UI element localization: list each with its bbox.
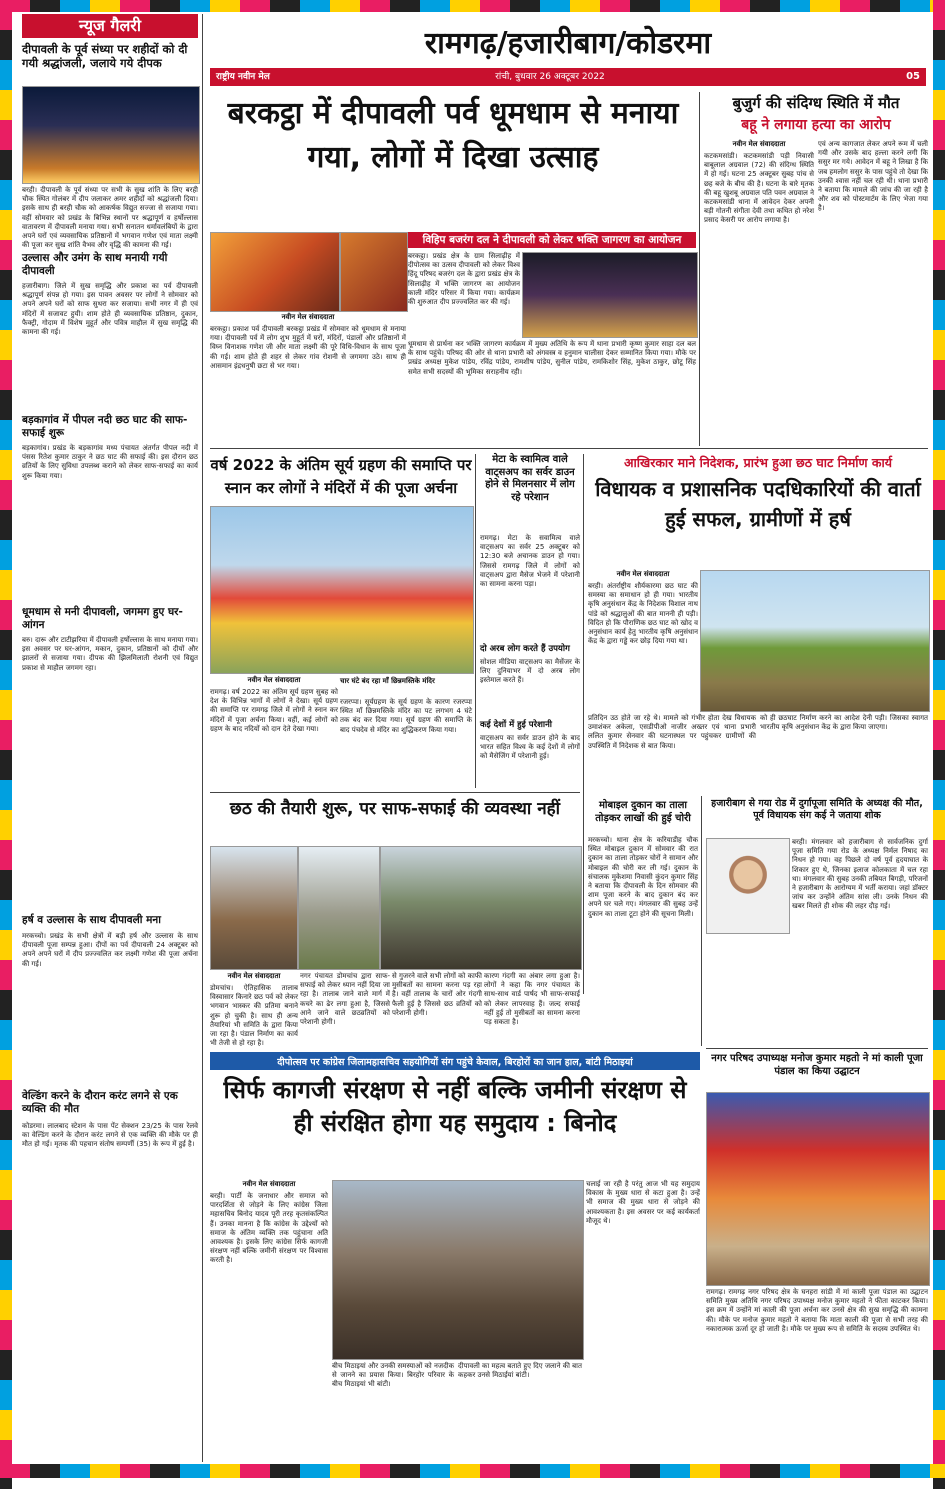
bottom-color-stripe (0, 1464, 945, 1478)
meta-subhead-2: कई देशों में हुई परेशानी (480, 720, 553, 730)
gallery-s5-headline: हर्ष व उल्लास के साथ दीपावली मना (22, 914, 161, 926)
murder-byline: नवीन मेल संवाददाता (732, 140, 786, 148)
dateline: रांची, बुधवार 26 अक्टूबर 2022 (495, 72, 605, 82)
gallery-s5-text: मरकच्चो। प्रखंड के सभी क्षेत्रों में बड़ी हर्ष और उल्लास के साथ दीपावली पूजा सम्पन्न हुआ। दीपों का पर्व दीपावली 24 अक्टूबर को अपने अपने घरों में दीप प्रज्ज्वलित कर लक्ष्मी गणेश की पूजा अर्चना की गई। (22, 932, 198, 968)
hazaribag-text: बरही। मंगलवार को हजारीबाग से सार्वजनिक दुर्गा पूजा समिति गया रोड के अध्यक्ष निर्मल निषाद का निधन हो गया। वह पिछले दो वर्ष पूर्व हृदयाघात के शिकार हुए थे, जिनका इलाज कोलकाता में चल रहा था। मंगलवार की सुबह उनकी तबियत बिगड़ी, परिजनों ने हजारीबाग के आरोग्यम में भर्ती कराया। जहां डॉक्टर जांच कर उन्होंने अंतिम सांस ली। उनके निधन की खबर मिलते ही शोक की लहर दौड़ गई। (792, 838, 928, 911)
eclipse-headline: वर्ष 2022 के अंतिम सूर्य ग्रहण की समाप्ति पर स्नान कर लोगों ने मंदिरों में की पूजा अर्चना (210, 456, 472, 497)
congress-text-3: दीपावली का महत्व बताते हुए दिए जलाने की बात कहकर उनसे मिठाईयां बांटी। (458, 1362, 582, 1380)
gallery-title: न्यूज गैलरी (22, 14, 198, 38)
meta-headline: मेटा के स्वामित्व वाले वाट्सअप का सर्वर डाउन होने से मिलनसार में लोग रहे परेशान (485, 454, 575, 503)
cleaning-text: डोमचांच। ऐतिहासिक तालाब विस्वासार किनारे छठ पर्व को लेकर भगवान भास्कर की प्रतिमा बनाने शुरू हो चुकी है। साथ ही अन्य तैयारियां भी समिति के द्वारा किया जा रहा है। पंडाल निर्माण का कार्य भी तेजी से हो रहा है। (210, 984, 298, 1048)
section-divider (210, 448, 928, 449)
kali-photo (706, 1092, 930, 1286)
section-divider (210, 792, 580, 793)
cleaning-headline: छठ की तैयारी शुरू, पर साफ-सफाई की व्यवस्था नहीं (229, 799, 561, 819)
murder-headline-2: बहू ने लगाया हत्या का आरोप (741, 117, 891, 133)
congress-photo (332, 1180, 584, 1360)
meta-text-2: सोशल मीडिया वाट्सअप का मैसेंजर के लिए दुनियाभर में दो अरब लोग इस्तेमाल करते हैं। (480, 658, 580, 685)
gallery-s3-text: बड़कागांव। प्रखंड के बड़कागांव मध्य पंचायत अंतर्गत पीपल नदी में पंसस रितेश कुमार ठाकुर ने छठ घाट की सफाई की। इस दौरान छठ व्रतियों के लिए सुविधा उपलब्ध कराने को लेकर साफ-सफाई का कार्य शुरू किया गया। (22, 444, 198, 480)
vhp-photo (522, 252, 698, 338)
cleaning-photo-3 (380, 846, 582, 970)
gallery-s6-text: कोडरमा। लालबाद स्टेशन के पास पेंट सेक्शन 23/25 के पास रेलवे का वेल्डिंग करने के दौरान करंट लगने से एक व्यक्ति की मौके पर ही मौत हो गई। मृतक की पहचान संतोष सम्पर्णी (35) के रूप में हुई है। (22, 1122, 198, 1149)
eclipse-caption-text: रजरप्पा। सूर्यग्रहण के सूर्य ग्रहण के कारण रजरप्पा स्थित माँ छिन्नमस्तिके मंदिर का पट लगभग 4 घंटे तक बंद कर दिया गया। सूर्य ग्रहण की समाप्ति के बाद पंचदेव से मंदिर का शुद्धिकरण किया गया। (340, 698, 472, 734)
page-number: 05 (906, 71, 920, 82)
lead-headline: बरकट्ठा में दीपावली पर्व धूमधाम से मनाया गया, लोगों में दिखा उत्साह (227, 96, 679, 175)
gallery-s6-headline: वेल्डिंग करने के दौरान करंट लगने से एक व्यक्ति की मौत (22, 1090, 178, 1115)
murder-headline-1: बुजुर्ग की संदिग्ध स्थिति में मौत (732, 94, 900, 112)
top-color-stripe (0, 0, 945, 12)
cleaning-photo-1 (210, 846, 298, 970)
cleaning-photo-2 (298, 846, 380, 970)
chhath-text: बरही। अंतर्राष्ट्रीय शौर्यकारमा छठ घाट की समस्या का समाधान हो ही गया। भारतीय कृषि अनुसंधान केंद्र के निदेशक विशाल नाथ पांडे को श्रद्धालुओं की बात माननी ही पड़ी। विदित हो कि पौराणिक छठ घाट को खोद व अनुसंधान कार्य हेतु भारतीय कृषि अनुसंधान केंद्र के द्वारा गड्ढे कर छोड़ दिया गया था। (588, 582, 698, 646)
gallery-s3-headline: बड़कागांव में पीपल नदी छठ घाट की साफ-सफाई शुरू (22, 414, 188, 439)
lead-photo-1 (210, 232, 340, 312)
gallery-lead-text: बरही। दीपावली के पूर्व संध्या पर सभी के सुख शांति के लिए बरही चौक स्थित गोलंबर में दीप जलाकर अमर शहीदों को श्रद्धांजली दिया। इसके साथ ही बरही चौक को आकर्षक विद्युत सज्जा से सजाया गया। वहीं सोमवार को प्रखंड के बिभिन्न स्थानों पर श्रद्धापूर्ण व हर्षोल्लास वातावरण में दीपावली मनाया गया। सभी सनातन धर्मावलंबियों के द्वारा अपने घरों एवं व्यवसायिक प्रतिष्ठानों में भगवान गणेश एवं माता लक्ष्मी की पूजा कर सुख शांति वैभव और वृद्धि की कामना की गई। (22, 186, 198, 250)
column-divider (701, 796, 702, 1046)
left-color-stripe (0, 0, 12, 1489)
gallery-lead-headline: दीपावली के पूर्व संध्या पर शहीदों को दी गयी श्रद्धांजली, जलाये गये दीपक (22, 42, 188, 70)
cleaning-text-4: कारण गंदगी का अंबार लगा हुआ है। लोगों ने कहा कि नगर पंचायत के साथ-साथ वार्ड पार्षद भी साफ-सफाई को लेकर लापरवाह हैं। जल्द सफाई नहीं हुई तो मुसीबतों का सामना करना पड़ सकता है। (484, 972, 580, 1027)
congress-text-4: चलाई जा रही है परंतु आज भी यह समुदाय विकास के मुख्य धारा से कटा हुआ है। उन्हें भी समाज की मुख्य धारा से जोड़ने की आवश्यकता है। इस अवसर पर कई कार्यकर्ता मौजूद थे। (586, 1180, 700, 1225)
eclipse-photo (210, 506, 474, 674)
vhp-text-2: धूमधाम से प्रार्थना कर भक्ति जागरण कार्यक्रम में मुख्य अतिथि के रूप में थाना प्रभारी कृष्ण कुमार साहा दल बल के साथ पहुंचे। परिषद की ओर से थाना प्रभारी को अंगवस्त्र व हनुमान चालीसा देकर सम्मानित किया गया। मौके पर प्रखंड अध्यक्ष मुकेश पांडेय, रविंद्र पांडेय, रामशीष पांडेय, सुनील पांडेय, रामकिशोर सिंह, मुकेश ठाकुर, छोटू सिंह समेत सभी सदस्यों की भूमिका सराहनीय रही। (408, 340, 696, 376)
meta-subhead: दो अरब लोग करते हैं उपयोग (480, 644, 570, 654)
vhp-band: विहिप बजरंग दल ने दीपावली को लेकर भक्ति जागरण का आयोजन (408, 232, 696, 248)
congress-headline: सिर्फ कागजी संरक्षण से नहीं बल्कि जमीनी संरक्षण से ही संरक्षित होगा यह समुदाय : बिनोद (223, 1076, 687, 1137)
murder-text: कटकमसांडी। कटकमसांडी पड़ी निवासी बाबूलाल अग्रवाल (72) की संदिग्ध स्थिति में हो गई। घटना 25 अक्टूबर सुबह पांच से छह बजे के बीच की है। घटना के बारे मृतक की बहू खुशबू अग्रवाल पति पवन अग्रवाल ने कटकमसांडी थाना में आवेदन देकर अपनी बड़ी गोतनी संगीता देवी तथा कथित हो नरेश प्रसाद केसरी पर आरोप लगाया है। (704, 152, 814, 225)
mobile-headline: मोबाइल दुकान का ताला तोड़कर लाखों की हुई चोरी (595, 800, 691, 824)
meta-text: रामगढ़। मेटा के सवामित्व वाले वाट्सअप का सर्वर 25 अक्टूबर को 12:30 बजे अचानक डाउन हो गया। जिससे रामगढ़ जिले में लोगों को वाट्सअप द्वारा मैसेज भेजने में परेशानी का सामना करना पड़ा। (480, 534, 580, 589)
congress-text: बरही। पार्टी के जनाधार और समाज को पारदर्शिता से जोड़ने के लिए कांग्रेस जिला महासचिव बिनोद यादव पूरी तरह कृतसंकल्पित हैं। उनका मानना है कि कांग्रेस के उद्देश्यों को समाज के अंतिम व्यक्ति तक पहुंचाना अति आवश्यक है। इसके लिए कांग्रेस सिर्फ कागजी संरक्षण नहीं बल्कि जमीनी संरक्षण पर विश्वास करती है। (210, 1192, 328, 1265)
kali-headline: नगर परिषद उपाध्यक्ष मनोज कुमार महतो ने मां काली पूजा पंडाल का किया उद्घाटन (711, 1053, 923, 1077)
lead-text: बरकट्ठा। प्रकाश पर्व दीपावली बरकट्ठा प्रखंड में सोमवार को धूमधाम से मनाया गया। दीपावली पर्व में लोग शुभ मुहूर्त में घरों, मंदिरों, पंडालों और प्रतिष्ठानों में विघ्न विनाशक गणेश जी और माता लक्ष्मी की पूरे विधि-विधान के साथ पूजा की गई। शाम होते ही शहर से लेकर गांव रोशनी से जगमगा उठे। साथ ही आसमान इंद्रधनुषी छटा से भर गया। (210, 325, 406, 370)
cleaning-byline: नवीन मेल संवाददाता (227, 972, 281, 980)
paper-name: राष्ट्रीय नवीन मेल (216, 72, 270, 82)
murder-text-2: एवं अन्य कागजात लेकर अपने रूम में चली गयी और उसके बाद हल्ला करने लगी कि ससुर मर गये। आवेदन में बहू ने लिखा है कि जब हमलोग ससुर के पास पहुंचे तो देखा कि उनकी श्वास नहीं चल रही थी। थाना प्रभारी ने बताया कि मामले की जांच की जा रही है और शव को पोस्टमार्टम के लिए भेजा गया है। (818, 140, 929, 213)
chhath-photo (700, 570, 930, 712)
column-divider (202, 14, 203, 1462)
hazaribag-portrait (706, 838, 790, 934)
column-divider (699, 92, 700, 446)
lead-photo-2 (340, 232, 408, 312)
gallery-lead-photo (22, 86, 200, 184)
chhath-headline: विधायक व प्रशासनिक पदधिकारियों की वार्ता हुई सफल, ग्रामीणों में हर्ष (595, 477, 921, 531)
section-divider (706, 1048, 928, 1049)
cleaning-text-3: से गुजरने वाले सभी लोगों को काफी मुसीबतों का सामना करना पड़ रहा है। वहीं तालाब के चारों ओर गंदगी फैली हुई है जिससे छठ व्रतियों को परेशानी होगी। (392, 972, 482, 1017)
kali-text: रामगढ़। रामगढ़ नगर परिषद क्षेत्र के घनहरा सांडी में मां काली पूजा पंडाल का उद्घाटन समिति मुख्य अतिथि नगर परिषद उपाध्यक्ष मनोज कुमार महतो ने फीता काटकर किया। इस क्रम में उन्होंने मां काली की पूजा अर्चना कर उनसे क्षेत्र की सुख समृद्धि की कामना की। मौके पर मनोज कुमार महतो ने बताया कि माता काली की पूजा से सभी तरह की नकारात्मक ऊर्जा दूर हो जाती है। मौके पर मुख्य रूप से समिति के सदस्य उपस्थित थे। (706, 1288, 928, 1333)
mobile-text: मरकच्चो। थाना क्षेत्र के करियाडीह चौक स्थित मोबाइल दुकान में सोमवार की रात दुकान का ताला तोड़कर चोरों ने सामान और मोबाइल की चोरी कर ली गई। दुकान के संचालक मुकेशमा निवासी कुंदन कुमार सिंह ने बताया कि दीपावली के दिन सोमवार की शाम पूजा करने के बाद दुकान बंद कर अपने घर चले गए। मंगलवार की सुबह उन्हें दुकान का ताला टूटा होने की सूचना मिली। (588, 836, 698, 918)
eclipse-text: रामगढ़। वर्ष 2022 का अंतिम सूर्य ग्रहण सुबह को देश के विभिन्न भागों में लोगों ने देखा। सूर्य ग्रहण की समाप्ति पर रामगढ़ जिले में लोगों ने स्नान कर मंदिरों में पूजा अर्चना किया। वहीं, कई लोगों को ग्रहण के बाद नदियों को दान देते देखा गया। (210, 688, 338, 733)
vhp-text: बरकट्ठा। प्रखंड क्षेत्र के ग्राम सिलाढ़ीह में दीपोत्सव का उत्सव दीपावली को लेकर विश्व हिंदू परिषद बजरंग दल के द्वारा प्रखंड क्षेत्र के सिलाढ़ीह में भक्ति जागरण का आयोजन काली मंदिर परिसर में किया गया। कार्यक्रम की शुरुआत दीप प्रज्ज्वलित कर की गई। (408, 252, 520, 307)
eclipse-caption: चार घंटे बंद रहा माँ छिन्नमस्तिके मंदिर (340, 676, 472, 696)
chhath-byline: नवीन मेल संवाददाता (616, 570, 670, 578)
congress-band: दीपोत्सव पर कांग्रेस जिलामहासचिव सहयोगियों संग पहुंचे केवाल, बिरहोरों का जान हाल, बांटी मिठाइयां (210, 1052, 700, 1070)
lead-byline: नवीन मेल संवाददाता (281, 313, 335, 321)
gallery-s4-text: बरु। दारू और टाटीझरिया में दीपावली हर्षोल्लास के साथ मनाया गया। इस अवसर पर घर-आंगन, मकान, दुकान, प्रतिष्ठानों को दीयों और झालरों से सजाया गया। दीपक की झिलमिलाती रोशनी एवं विद्युत प्रकाश से माहौल जगमग रहा। (22, 636, 198, 672)
column-divider (583, 454, 584, 994)
column-divider (475, 454, 476, 788)
region-title: रामगढ़/हजारीबाग/कोडरमा (424, 26, 712, 61)
chhath-text-3: को ही छठघाट निर्माण करने का आदेश देनी पड़ी। जिसका स्वागत भारतीय कृषि अनुसंधान केंद्र के द्वारा किया जाएगा। (760, 714, 928, 732)
meta-text-3: वाट्सअप का सर्वर डाउन होने के बाद भारत सहित विश्व के कई देशों में लोगों को मैसेजिंग में परेशानी हुई। (480, 734, 580, 761)
chhath-band: आखिरकार माने निदेशक, प्रारंभ हुआ छठ घाट निर्माण कार्य (623, 455, 893, 470)
eclipse-byline: नवीन मेल संवाददाता (247, 676, 301, 684)
right-color-stripe (933, 0, 945, 1489)
gallery-s4-headline: धूमधाम से मनी दीपावली, जगमग हुए घर-आंगन (22, 606, 183, 631)
gallery-s2-headline: उल्लास और उमंग के साथ मनायी गयी दीपावली (22, 252, 168, 277)
chhath-text-2: प्रतिदिन उठ होते जा रहे थे। मामले को गंभीर होता देख विधायक उमाशंकर अकेला, एसडीपीओ नाजीर अख्तर एवं थाना प्रभारी ललित कुमार सेनवार की घटनास्थल पर पहुंचकर ग्रामीणों की उपस्थिति में निदेशक से बात किया। (588, 714, 756, 750)
congress-byline: नवीन मेल संवाददाता (242, 1180, 296, 1188)
hazaribag-headline: हजारीबाग से गया रोड में दुर्गापूजा समिति के अध्यक्ष की मौत, पूर्व विधायक संग कई ने जताया शोक (711, 798, 923, 821)
gallery-s2-text: हजारीबाग। जिले में सुख समृद्धि और प्रकाश का पर्व दीपावली श्रद्धापूर्ण संपन्न हो गया। इस पावन अवसर पर लोगों ने सोमवार को अपने अपने घरों को साफ सुथरा कर सजाया। सभी नगर में ही एवं मंदिरों में सजावट हुयी। शाम होते ही व्यवसायिक प्रतिष्ठान, दुकान, फैक्ट्री, गोदाम में विशेष मुहूर्त और पवित्र माहौल में सुख समृद्धि की कामना की गई। (22, 282, 198, 337)
congress-text-2: बीच मिठाइयां और उनकी समस्याओं को नजदीक से जानने का प्रयास किया। बिरहोर परिवार के बीच मिठाइयां भी बांटी। (332, 1362, 454, 1389)
cleaning-text-2: नगर पंचायत डोमचांच द्वारा साफ-सफाई को लेकर ध्यान नहीं दिया जा रहा है। तालाब जाने वाले मार्ग में कचरे का ढेर लगा हुआ है, जिससे आने जाने वाले छठव्रतियों को परेशानी होगी। (300, 972, 390, 1027)
